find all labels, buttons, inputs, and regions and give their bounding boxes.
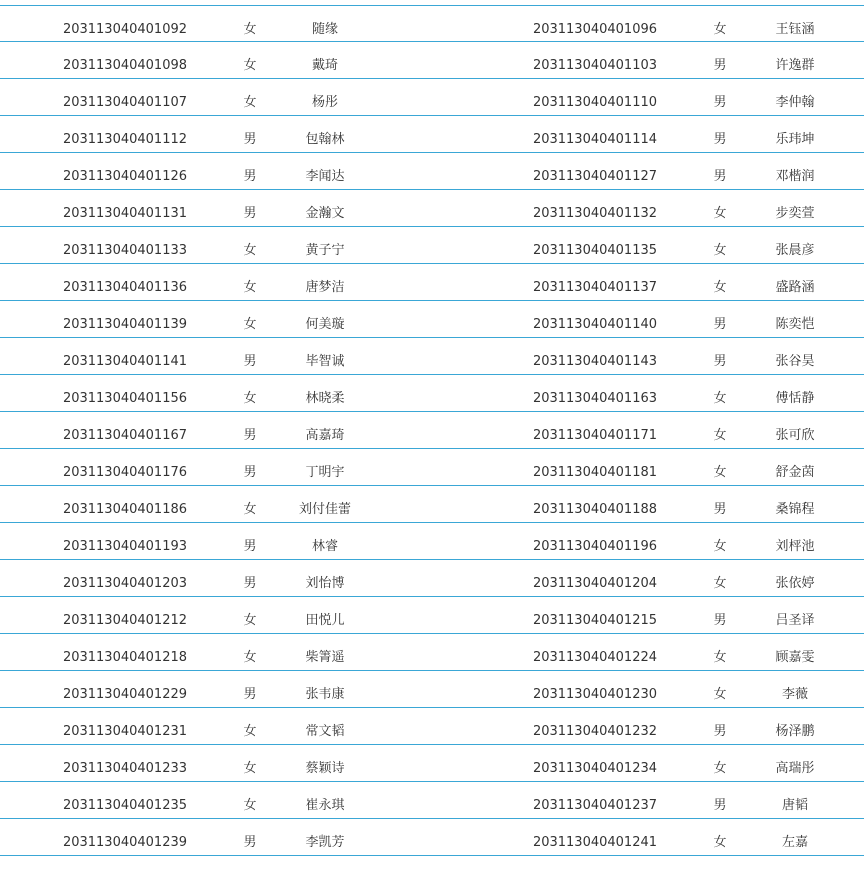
student-id-cell: 203113040401241 — [532, 835, 658, 850]
student-name-cell: 李薇 — [781, 687, 808, 702]
gender-cell: 男 — [243, 687, 257, 702]
gender-cell: 男 — [713, 613, 727, 628]
student-id-cell: 203113040401135 — [532, 243, 658, 258]
gender-cell: 男 — [713, 58, 727, 73]
student-name-cell: 唐梦洁 — [305, 280, 345, 295]
student-roster-table — [0, 5, 864, 856]
gender-cell: 女 — [713, 835, 727, 850]
gender-cell: 男 — [713, 132, 727, 147]
student-id-cell: 203113040401156 — [62, 391, 188, 406]
student-id-cell: 203113040401143 — [532, 354, 658, 369]
gender-cell: 男 — [243, 465, 257, 480]
student-name-cell: 傅恬静 — [775, 391, 815, 406]
student-id-cell: 203113040401096 — [532, 22, 658, 37]
student-name-cell: 步奕萱 — [775, 206, 815, 221]
student-id-cell: 203113040401235 — [62, 798, 188, 813]
student-name-cell: 丁明宇 — [305, 465, 345, 480]
student-id-cell: 203113040401136 — [62, 280, 188, 295]
gender-cell: 女 — [243, 317, 257, 332]
gender-cell: 男 — [713, 95, 727, 110]
gender-cell: 女 — [243, 650, 257, 665]
student-id-cell: 203113040401167 — [62, 428, 188, 443]
student-id-cell: 203113040401193 — [62, 539, 188, 554]
table-row — [0, 227, 864, 264]
student-id-cell: 203113040401110 — [532, 95, 658, 110]
gender-cell: 女 — [243, 502, 257, 517]
table-row — [0, 819, 864, 856]
student-name-cell: 高瑞彤 — [775, 761, 815, 776]
student-id-cell: 203113040401232 — [532, 724, 658, 739]
gender-cell: 女 — [243, 280, 257, 295]
gender-cell: 男 — [713, 169, 727, 184]
table-row — [0, 486, 864, 523]
student-name-cell: 李闻达 — [305, 169, 345, 184]
gender-cell: 男 — [243, 539, 257, 554]
student-id-cell: 203113040401237 — [532, 798, 658, 813]
gender-cell: 男 — [713, 798, 727, 813]
student-id-cell: 203113040401132 — [532, 206, 658, 221]
student-id-cell: 203113040401112 — [62, 132, 188, 147]
table-row — [0, 523, 864, 560]
student-name-cell: 张晨彦 — [775, 243, 815, 258]
gender-cell: 男 — [243, 206, 257, 221]
student-id-cell: 203113040401127 — [532, 169, 658, 184]
gender-cell: 女 — [243, 391, 257, 406]
student-name-cell: 毕智诚 — [305, 354, 345, 369]
table-row — [0, 412, 864, 449]
student-id-cell: 203113040401126 — [62, 169, 188, 184]
student-id-cell: 203113040401133 — [62, 243, 188, 258]
student-name-cell: 吕圣译 — [775, 613, 815, 628]
student-id-cell: 203113040401196 — [532, 539, 658, 554]
table-row — [0, 449, 864, 486]
student-id-cell: 203113040401163 — [532, 391, 658, 406]
student-name-cell: 左嘉 — [781, 835, 808, 850]
table-row — [0, 153, 864, 190]
gender-cell: 女 — [713, 465, 727, 480]
gender-cell: 女 — [713, 761, 727, 776]
gender-cell: 女 — [713, 576, 727, 591]
gender-cell: 男 — [713, 502, 727, 517]
gender-cell: 女 — [243, 724, 257, 739]
student-name-cell: 金瀚文 — [305, 206, 345, 221]
student-name-cell: 陈奕恺 — [775, 317, 815, 332]
table-row — [0, 375, 864, 412]
student-name-cell: 杨泽鹏 — [775, 724, 815, 739]
student-name-cell: 戴琦 — [311, 58, 338, 73]
student-id-cell: 203113040401229 — [62, 687, 188, 702]
table-row — [0, 745, 864, 782]
student-id-cell: 203113040401137 — [532, 280, 658, 295]
student-name-cell: 舒金茵 — [775, 465, 815, 480]
student-name-cell: 桑锦程 — [775, 502, 815, 517]
student-name-cell: 林晓柔 — [305, 391, 345, 406]
student-id-cell: 203113040401141 — [62, 354, 188, 369]
gender-cell: 女 — [243, 95, 257, 110]
gender-cell: 男 — [713, 354, 727, 369]
student-id-cell: 203113040401140 — [532, 317, 658, 332]
student-name-cell: 包翰林 — [305, 132, 345, 147]
gender-cell: 女 — [243, 613, 257, 628]
gender-cell: 男 — [713, 724, 727, 739]
student-id-cell: 203113040401239 — [62, 835, 188, 850]
table-row — [0, 301, 864, 338]
student-name-cell: 黄子宁 — [305, 243, 345, 258]
table-row — [0, 79, 864, 116]
student-name-cell: 柴箐遥 — [305, 650, 345, 665]
gender-cell: 男 — [243, 428, 257, 443]
student-name-cell: 张韦康 — [305, 687, 345, 702]
gender-cell: 女 — [713, 206, 727, 221]
table-row — [0, 708, 864, 745]
student-name-cell: 杨彤 — [311, 95, 338, 110]
student-name-cell: 张依婷 — [775, 576, 815, 591]
table-row — [0, 560, 864, 597]
student-id-cell: 203113040401188 — [532, 502, 658, 517]
student-name-cell: 王钰涵 — [775, 22, 815, 37]
student-id-cell: 203113040401186 — [62, 502, 188, 517]
student-id-cell: 203113040401103 — [532, 58, 658, 73]
gender-cell: 男 — [243, 169, 257, 184]
table-row — [0, 338, 864, 375]
student-id-cell: 203113040401234 — [532, 761, 658, 776]
student-name-cell: 田悦儿 — [305, 613, 345, 628]
student-name-cell: 随缘 — [311, 22, 338, 37]
student-id-cell: 203113040401171 — [532, 428, 658, 443]
student-id-cell: 203113040401203 — [62, 576, 188, 591]
student-id-cell: 203113040401176 — [62, 465, 188, 480]
gender-cell: 男 — [713, 317, 727, 332]
gender-cell: 女 — [713, 428, 727, 443]
gender-cell: 女 — [243, 243, 257, 258]
student-name-cell: 蔡颖诗 — [305, 761, 345, 776]
student-name-cell: 李仲翰 — [775, 95, 815, 110]
gender-cell: 女 — [713, 22, 727, 37]
table-row — [0, 782, 864, 819]
gender-cell: 女 — [243, 798, 257, 813]
student-id-cell: 203113040401231 — [62, 724, 188, 739]
student-name-cell: 张可欣 — [775, 428, 815, 443]
gender-cell: 男 — [243, 576, 257, 591]
student-id-cell: 203113040401212 — [62, 613, 188, 628]
student-id-cell: 203113040401131 — [62, 206, 188, 221]
student-name-cell: 何美璇 — [305, 317, 345, 332]
student-name-cell: 刘付佳蕾 — [298, 502, 351, 517]
student-name-cell: 邓楷润 — [775, 169, 815, 184]
gender-cell: 男 — [243, 132, 257, 147]
student-id-cell: 203113040401204 — [532, 576, 658, 591]
student-name-cell: 盛路涵 — [775, 280, 815, 295]
table-row — [0, 116, 864, 153]
student-id-cell: 203113040401114 — [532, 132, 658, 147]
gender-cell: 男 — [243, 354, 257, 369]
table-row — [0, 597, 864, 634]
table-row — [0, 42, 864, 79]
table-row — [0, 634, 864, 671]
table-row — [0, 5, 864, 42]
student-id-cell: 203113040401224 — [532, 650, 658, 665]
student-name-cell: 林睿 — [311, 539, 338, 554]
student-name-cell: 刘怡博 — [305, 576, 345, 591]
student-name-cell: 唐韬 — [781, 798, 808, 813]
student-name-cell: 顾嘉雯 — [775, 650, 815, 665]
student-id-cell: 203113040401218 — [62, 650, 188, 665]
gender-cell: 男 — [243, 835, 257, 850]
gender-cell: 女 — [713, 243, 727, 258]
student-id-cell: 203113040401233 — [62, 761, 188, 776]
student-name-cell: 乐玮坤 — [775, 132, 815, 147]
student-name-cell: 崔永琪 — [305, 798, 345, 813]
student-name-cell: 许逸群 — [775, 58, 815, 73]
student-id-cell: 203113040401107 — [62, 95, 188, 110]
gender-cell: 女 — [713, 280, 727, 295]
gender-cell: 女 — [713, 650, 727, 665]
student-id-cell: 203113040401098 — [62, 58, 188, 73]
gender-cell: 女 — [713, 687, 727, 702]
student-name-cell: 刘枰池 — [775, 539, 815, 554]
student-name-cell: 李凯芳 — [305, 835, 345, 850]
gender-cell: 女 — [243, 761, 257, 776]
table-row — [0, 264, 864, 301]
student-name-cell: 常文韬 — [305, 724, 345, 739]
gender-cell: 女 — [243, 22, 257, 37]
student-name-cell: 张谷昊 — [775, 354, 815, 369]
gender-cell: 女 — [243, 58, 257, 73]
gender-cell: 女 — [713, 391, 727, 406]
student-id-cell: 203113040401139 — [62, 317, 188, 332]
student-id-cell: 203113040401092 — [62, 22, 188, 37]
student-id-cell: 203113040401181 — [532, 465, 658, 480]
table-row — [0, 190, 864, 227]
table-row — [0, 671, 864, 708]
student-name-cell: 高嘉琦 — [305, 428, 345, 443]
student-id-cell: 203113040401230 — [532, 687, 658, 702]
gender-cell: 女 — [713, 539, 727, 554]
student-id-cell: 203113040401215 — [532, 613, 658, 628]
